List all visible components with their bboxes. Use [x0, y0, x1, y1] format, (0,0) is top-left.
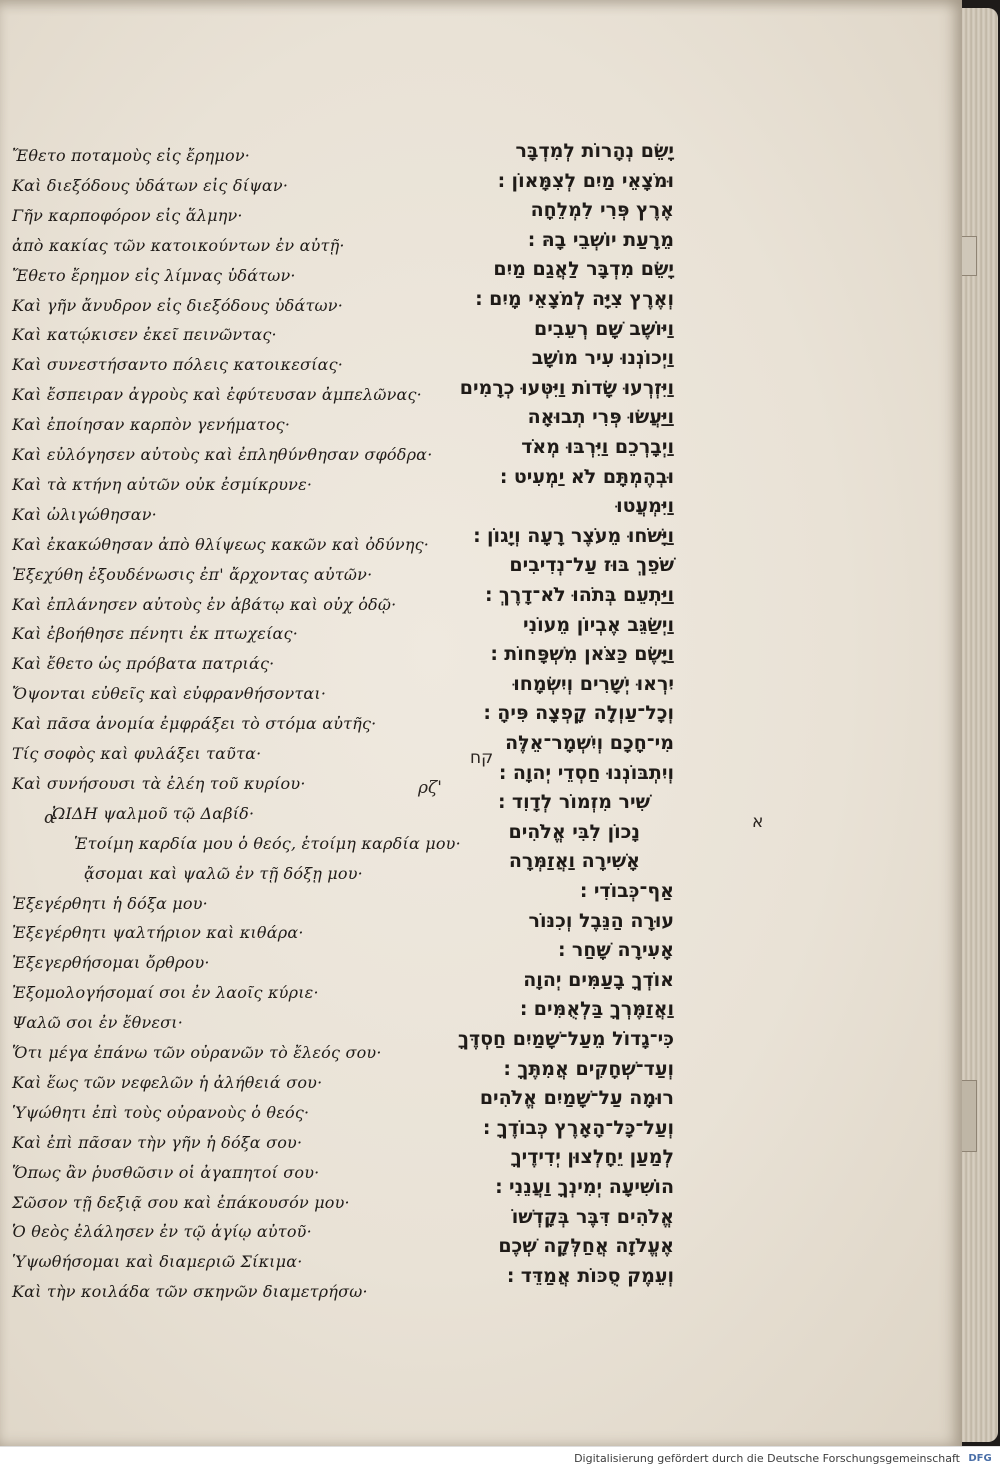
hebrew-text-line: וַיָּשֶׂם כַּצֹּאן מִשְׁפָּחוֹת ׃ — [490, 643, 674, 666]
page-tab-lower — [962, 1080, 977, 1152]
greek-text-line: Καὶ κατῴκισεν ἐκεῖ πεινῶντας· — [12, 325, 277, 345]
greek-text-line: Καὶ ἐπλάνησεν αὐτοὺς ἐν ἀβάτῳ καὶ οὐχ ὁδῷ· — [12, 594, 397, 614]
greek-text-line: Καὶ ἐπὶ πᾶσαν τὴν γῆν ἡ δόξα σου· — [12, 1132, 303, 1152]
hebrew-text-line: יִרְאוּ יְשָׁרִים וְיִשְׂמָחוּ — [513, 672, 674, 695]
greek-text-line: Καὶ γῆν ἄνυδρον εἰς διεξόδους ὑδάτων· — [12, 295, 343, 315]
greek-text-line: Καὶ πᾶσα ἀνομία ἐμφράξει τὸ στόμα αὐτῆς· — [12, 714, 377, 734]
greek-text-line: Καὶ ἐποίησαν καρπὸν γενήματος· — [12, 415, 291, 435]
hebrew-text-line: וַאֲזַמֶּרְךָ בַּלְאֻמִּים ׃ — [520, 998, 674, 1021]
greek-text-line: Ὁ θεὸς ἐλάλησεν ἐν τῷ ἁγίῳ αὐτοῦ· — [12, 1222, 312, 1242]
greek-text-line: Ὑψώθητι ἐπὶ τοὺς οὐρανοὺς ὁ θεός· — [12, 1102, 310, 1122]
greek-text-line: Ὅτι μέγα ἐπάνω τῶν οὐρανῶν τὸ ἔλεός σου· — [12, 1043, 382, 1062]
hebrew-text-line: יָשֵׂם מִדְבָּר לַאֲגַם מַיִם — [493, 258, 674, 281]
greek-text-line: ᾄσομαι καὶ ψαλῶ ἐν τῇ δόξῃ μου· — [84, 863, 363, 883]
hebrew-text-line: וּמֹצָאֵי מַיִם לְצִמָּאוֹן ׃ — [497, 169, 674, 192]
greek-text-line: Ἔθετο ποταμοὺς εἰς ἔρημον· — [12, 146, 251, 165]
hebrew-text-line: אֶרֶץ פְּרִי לִמְלֵחָה — [530, 199, 674, 222]
hebrew-text-line: רוּמָה עַל־שָׁמַיִם אֱלֹהִים — [479, 1087, 674, 1110]
greek-text-line: Καὶ ὠλιγώθησαν· — [12, 504, 157, 524]
hebrew-text-line: אֶעֱלֹזָה אֲחַלְּקָה שְׁכֶם — [498, 1235, 674, 1258]
hebrew-text-line: אָשִׁירָה וַאֲזַמְּרָה — [508, 850, 640, 873]
greek-text-line: Ἔθετο ἔρημον εἰς λίμνας ὑδάτων· — [12, 265, 296, 285]
page-tab-upper — [962, 236, 977, 276]
greek-text-line: Ὄψονται εὐθεῖς καὶ εὐφρανθήσονται· — [12, 684, 327, 704]
hebrew-text-line: וּבְהֶמְתָּם לֹא יַמְעִיט ׃ — [500, 465, 674, 488]
hebrew-text-line: וְעֵמֶק סֻכּוֹת אֲמַדֵּד ׃ — [507, 1264, 674, 1287]
greek-text-line: Καὶ ἔθετο ὡς πρόβατα πατριάς· — [12, 654, 275, 674]
greek-text-line: Σῶσον τῇ δεξιᾷ σου καὶ ἐπάκουσόν μου· — [12, 1192, 350, 1212]
greek-text-line: Ψαλῶ σοι ἐν ἔθνεσι· — [12, 1013, 184, 1033]
psalm-number-greek: ρζ' — [418, 778, 442, 798]
greek-text-line: Ἐξεγερθήσομαι ὄρθρου· — [12, 953, 210, 973]
greek-text-line: Τίς σοφὸς καὶ φυλάξει ταῦτα· — [12, 744, 262, 763]
greek-text-line: Καὶ διεξόδους ὑδάτων εἰς δίψαν· — [12, 175, 289, 195]
greek-text-line: Καὶ ἕως τῶν νεφελῶν ἡ ἀλήθειά σου· — [12, 1072, 323, 1092]
greek-text-line: Καὶ συνεστήσαντο πόλεις κατοικεσίας· — [12, 355, 344, 375]
greek-text-line: ἀπὸ κακίας τῶν κατοικούντων ἐν αὐτῇ· — [12, 235, 345, 255]
greek-text-line: Ὑψωθήσομαι καὶ διαμεριῶ Σίκιμα· — [12, 1252, 303, 1272]
hebrew-text-line: וְעַד־שְׁחָקִים אֲמִתֶּךָ ׃ — [503, 1057, 674, 1080]
hebrew-text-line: הוֹשִׁיעָה יְמִינְךָ וַעֲנֵנִי ׃ — [495, 1176, 674, 1198]
hebrew-text-line: וַיְבָרְכֵם וַיִּרְבּוּ מְאֹד — [521, 436, 674, 458]
greek-text-line: Καὶ συνήσουσι τὰ ἐλέη τοῦ κυρίου· — [12, 773, 306, 793]
page-edges — [958, 8, 998, 1442]
hebrew-text-line: וְיִתְבּוֹנְנוּ חַסְדֵי יְהוָה ׃ — [499, 761, 674, 784]
greek-text-line: Καὶ τὴν κοιλάδα τῶν σκηνῶν διαμετρήσω· — [12, 1282, 368, 1302]
greek-text-line: Καὶ τὰ κτήνη αὐτῶν οὐκ ἐσμίκρυνε· — [12, 474, 313, 494]
greek-text-line: Καὶ ἐκακώθησαν ἀπὸ θλίψεως κακῶν καὶ ὀδύνης· — [12, 534, 430, 554]
hebrew-text-line: מִי־חָכָם וְיִשְׁמָר־אֵלֶּה — [505, 732, 674, 754]
hebrew-text-line: עוּרָה הַנֵּבֶל וְכִנּוֹר — [528, 909, 674, 932]
folio-mark: קח — [470, 748, 494, 768]
hebrew-text-line: וַיְכוֹנְנוּ עִיר מוֹשָׁב — [531, 347, 674, 370]
greek-text-line: Ἐξεγέρθητι ψαλτήριον καὶ κιθάρα· — [12, 923, 304, 943]
funding-notice: Digitalisierung gefördert durch die Deutsche Forschungsgemeinschaft — [574, 1452, 960, 1465]
hebrew-text-line: מֵרָעַת יוֹשְׁבֵי בָהּ ׃ — [527, 228, 674, 251]
hebrew-text-line: שֹׁפֵךְ בּוּז עַל־נְדִיבִים — [509, 554, 674, 577]
greek-text-line: Ἐξεγέρθητι ἡ δόξα μου· — [12, 893, 208, 913]
greek-text-line: Ὅπως ἂν ῥυσθῶσιν οἱ ἀγαπητοί σου· — [12, 1162, 320, 1182]
hebrew-text-line: וַיִּזְרְעוּ שָׂדוֹת וַיִּטְּעוּ כְרָמִים — [459, 376, 674, 399]
greek-text-line: Γῆν καρποφόρον εἰς ἅλμην· — [12, 205, 243, 225]
greek-text-line: Καὶ ἐβοήθησε πένητι ἐκ πτωχείας· — [12, 624, 298, 644]
hebrew-text-line: אַף־כְּבוֹדִי ׃ — [580, 880, 674, 902]
hebrew-text-line: וַיְשַׂגֵּב אֶבְיוֹן מֵעוֹנִי — [522, 613, 674, 636]
hebrew-text-line: וַיָּשֹׁחוּ מֵעֹצֶר רָעָה וְיָגוֹן ׃ — [473, 524, 674, 547]
hebrew-text-line: אָעִירָה שָּׁחַר ׃ — [558, 939, 674, 962]
digitization-footer — [0, 1446, 1000, 1472]
hebrew-text-line: יָשֵׂם נְהָרוֹת לְמִדְבָּר — [515, 140, 674, 162]
hebrew-text-line: אֱלֹהִים דִּבֶּר בְּקָדְשׁוֹ — [511, 1205, 674, 1228]
hebrew-text-line: וְכָל־עַוְלָה קָפְצָה פִּיהָ ׃ — [483, 702, 674, 725]
hebrew-text-line: וְאֶרֶץ צִיָּה לְמֹצָאֵי מָיִם ׃ — [475, 288, 674, 310]
greek-text-line: Ἑτοίμη καρδία μου ὁ θεός, ἑτοίμη καρδία μου· — [74, 833, 461, 853]
hebrew-text-line: שִׁיר מִזְמוֹר לְדָוִד ׃ — [498, 791, 650, 814]
hebrew-text-line: וַיַּתְעֵם בְּתֹהוּ לֹא־דָרֶךְ ׃ — [485, 584, 674, 606]
verse-mark-aleph: א — [752, 812, 764, 832]
hebrew-text-line: וַיַּעֲשׂוּ פְּרִי תְבוּאָה — [527, 406, 674, 429]
hebrew-text-line: אוֹדְךָ בָעַמִּים יְהוָה — [523, 968, 674, 991]
dfg-logo: DFG — [968, 1453, 992, 1464]
greek-text-line: Ἐξομολογήσομαί σοι ἐν λαοῖς κύριε· — [12, 983, 319, 1003]
hebrew-text-line: וַיִּמְעֲטוּ — [616, 495, 674, 518]
hebrew-text-line: נָכוֹן לִבִּי אֱלֹהִים — [508, 820, 640, 843]
greek-text-line: ὨΙΔΗ ψαλμοῦ τῷ Δαβίδ· — [52, 803, 255, 823]
hebrew-text-line: וַיּוֹשֶׁב שָׁם רְעֵבִים — [534, 317, 674, 340]
verse-mark-alpha: α — [44, 808, 56, 828]
greek-text-line: Ἐξεχύθη ἐξουδένωσις ἐπ' ἄρχοντας αὐτῶν· — [12, 564, 373, 584]
hebrew-text-line: כִּי־גָדוֹל מֵעַל־שָׁמַיִם חַסְדֶּךָ — [458, 1028, 674, 1050]
greek-text-line: Καὶ ἔσπειραν ἀγροὺς καὶ ἐφύτευσαν ἀμπελῶνας· — [12, 385, 422, 405]
hebrew-text-line: וְעַל־כָּל־הָאָרֶץ כְּבוֹדֶךָ ׃ — [483, 1116, 674, 1139]
hebrew-text-line: לְמַעַן יֵחָלְצוּן יְדִידֶיךָ — [510, 1146, 674, 1169]
greek-text-line: Καὶ εὐλόγησεν αὐτοὺς καὶ ἐπληθύνθησαν σφόδρα· — [12, 445, 433, 464]
